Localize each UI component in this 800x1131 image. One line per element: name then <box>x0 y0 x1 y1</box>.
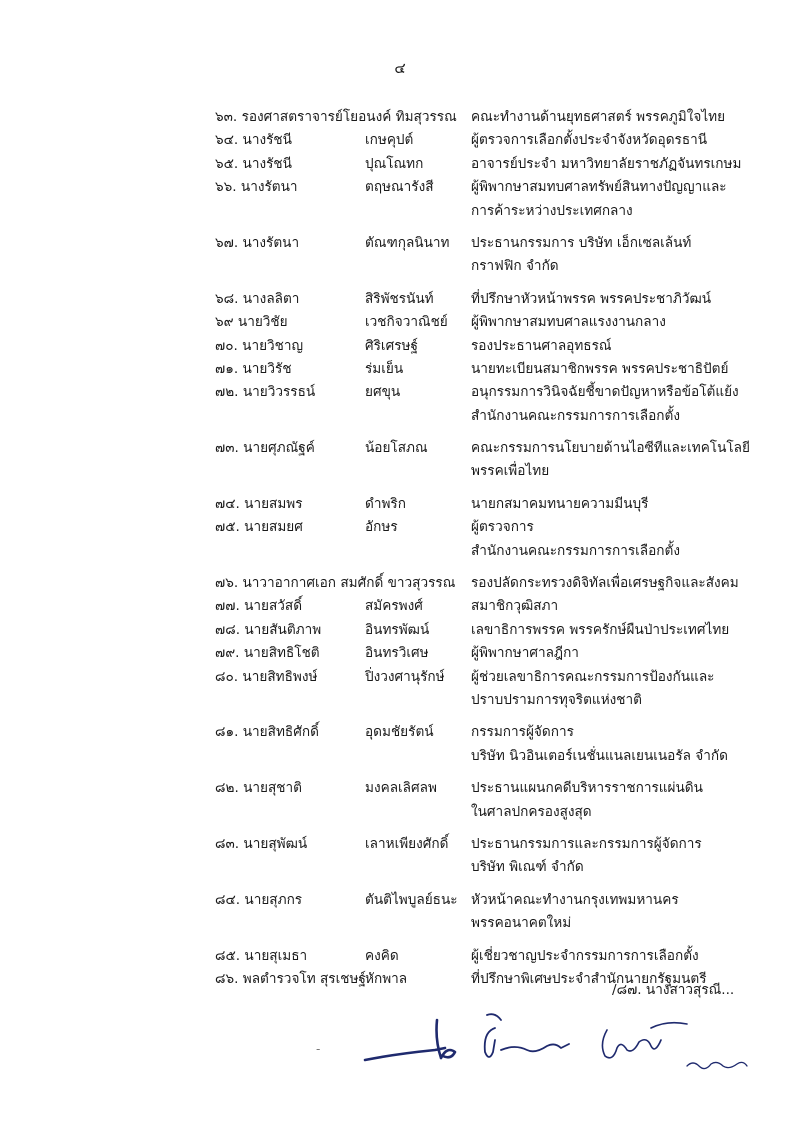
appointee-position: ประธานแผนกคดีบริหารราชการแผ่นดิน <box>471 780 703 797</box>
appointee-position: กรรมการผู้จัดการ <box>471 724 574 741</box>
appointee-name: ๗๓. นายศุภณัฐค์ <box>215 440 315 457</box>
appointee-position: สำนักงานคณะกรรมการการเลือกตั้ง <box>471 542 680 559</box>
appointee-position: กราฟฟิก จำกัด <box>471 258 559 275</box>
list-item <box>215 666 775 713</box>
list-item <box>215 358 775 381</box>
appointee-name: ๗๐. นายวิชาญ <box>215 337 304 354</box>
list-item <box>215 153 775 176</box>
appointee-position: ในศาลปกครองสูงสุด <box>471 803 592 820</box>
appointee-surname: คงคิด <box>365 947 399 964</box>
list-item <box>215 381 775 428</box>
appointee-surname: ร่มเย็น <box>365 360 404 377</box>
appointee-name: ๘๖. พลตำรวจโท สุรเชษฐ์ <box>215 970 366 987</box>
appointee-surname: ยศขุน <box>365 384 401 401</box>
appointee-surname: ดำพริก <box>365 495 406 512</box>
appointee-name: ๗๖. นาวาอากาศเอก สมศักดิ์ ขาวสุวรรณ <box>215 575 456 592</box>
appointee-position: ที่ปรึกษาพิเศษประจำสำนักนายกรัฐมนตรี <box>471 970 707 987</box>
appointee-name: ๖๓. รองศาสตราจารย์โยอนงค์ ทิมสุวรรณ <box>215 109 457 125</box>
appointee-surname: น้อยโสภณ <box>365 440 428 457</box>
list-item <box>215 335 775 358</box>
list-item <box>215 493 775 516</box>
appointee-surname: ศิริเศรษฐ์ <box>365 337 418 354</box>
list-item <box>215 176 775 223</box>
appointee-position: ผู้ช่วยเลขาธิการคณะกรรมการป้องกันและ <box>471 668 715 685</box>
appointee-surname: เวชกิจวาณิชย์ <box>365 314 448 331</box>
appointee-name: ๗๕. นายสมยศ <box>215 519 303 536</box>
continued-marker: /๘๗. นางสาวสุรณี... <box>612 982 735 998</box>
appointee-surname: อินทรวิเศษ <box>365 645 429 662</box>
appointee-position: ปราบปรามการทุจริตแห่งชาติ <box>471 691 642 708</box>
margin-mark: - <box>316 1042 321 1056</box>
appointee-name: ๖๔. นางรัชนี <box>215 132 292 149</box>
signature-3 <box>602 1023 687 1058</box>
appointee-surname: สมัครพงศ์ <box>365 598 423 615</box>
appointee-position: หัวหน้าคณะทำงานกรุงเทพมหานคร <box>471 891 679 908</box>
signature-2 <box>485 1014 569 1057</box>
appointee-position: ประธานกรรมการและกรรมการผู้จัดการ <box>471 835 702 852</box>
appointee-name: ๖๖. นางรัตนา <box>215 179 298 196</box>
appointee-position: ที่ปรึกษาหัวหน้าพรรค พรรคประชาภิวัฒน์ <box>471 290 712 307</box>
appointee-surname: ปิ่งวงศานุรักษ์ <box>365 668 445 685</box>
appointee-position: บริษัท พิเณฑ์ จำกัด <box>471 859 584 876</box>
appointee-surname: ตฤษณารังสี <box>365 179 434 196</box>
appointee-name: ๖๙ นายวิชัย <box>215 314 288 331</box>
list-item <box>215 595 775 618</box>
list-item <box>215 889 775 936</box>
appointee-position: รองประธานศาลอุทธรณ์ <box>471 337 612 354</box>
appointee-position: ผู้ตรวจการ <box>471 519 534 536</box>
appointee-position: การค้าระหว่างประเทศกลาง <box>471 202 633 219</box>
list-item <box>215 516 775 563</box>
list-item <box>215 619 775 642</box>
appointee-position: ผู้พิพากษาสมทบศาลแรงงานกลาง <box>471 314 666 331</box>
appointee-surname: ปุณโณทก <box>365 155 424 172</box>
appointee-position: ผู้ตรวจการเลือกตั้งประจำจังหวัดอุดรธานี <box>471 132 708 149</box>
list-item <box>215 642 775 665</box>
list-item <box>215 572 775 595</box>
appointee-list <box>215 106 775 991</box>
appointee-position: เลขาธิการพรรค พรรครักษ์ผืนป่าประเทศไทย <box>471 621 730 638</box>
appointee-name: ๖๗. นางรัตนา <box>215 234 300 251</box>
appointee-surname: มงคลเลิศลพ <box>365 780 437 797</box>
list-item <box>215 288 775 311</box>
appointee-surname: เกษคุปต์ <box>365 132 414 149</box>
list-item <box>215 232 775 279</box>
appointee-position: นายทะเบียนสมาชิกพรรค พรรคประชาธิปัตย์ <box>471 360 729 377</box>
appointee-name: ๘๓. นายสุพัฒน์ <box>215 835 308 852</box>
list-item <box>215 833 775 880</box>
appointee-name: ๘๔. นายสุภกร <box>215 891 303 908</box>
appointee-surname: อุดมชัยรัตน์ <box>365 724 434 741</box>
list-item <box>215 437 775 484</box>
appointee-name: ๘๕. นายสุเมธา <box>215 947 308 964</box>
list-item <box>215 777 775 824</box>
appointee-position: คณะทำงานด้านยุทธศาสตร์ พรรคภูมิใจไทย <box>471 109 726 125</box>
appointee-position: นายกสมาคมทนายความมีนบุรี <box>471 495 649 512</box>
appointee-name: ๗๑. นายวิรัช <box>215 360 292 377</box>
appointee-name: ๖๕. นางรัชนี <box>215 155 292 172</box>
initial-signatures <box>355 1010 775 1110</box>
list-item <box>215 311 775 334</box>
appointee-surname: หักพาล <box>365 970 408 987</box>
signature-4 <box>687 1062 747 1068</box>
appointee-position: รองปลัดกระทรวงดิจิทัลเพื่อเศรษฐกิจและสังคม <box>471 575 739 592</box>
appointee-name: ๘๐. นายสิทธิพงษ์ <box>215 668 318 685</box>
appointee-surname: ตันติไพบูลย์ธนะ <box>365 891 458 908</box>
appointee-position: คณะกรรมการนโยบายด้านไอซีทีและเทคโนโลยี <box>471 440 750 457</box>
appointee-surname: เลาหเพียงศักดิ์ <box>365 835 449 852</box>
appointee-position: อาจารย์ประจำ มหาวิทยาลัยราชภัฏจันทรเกษม <box>471 155 742 172</box>
appointee-position: ผู้พิพากษาศาลฎีกา <box>471 645 579 662</box>
appointee-position: บริษัท นิวอินเตอร์เนชั่นแนลเยนเนอรัล จำกัด <box>471 747 728 764</box>
page-number: ๔ <box>394 59 406 77</box>
appointee-name: ๗๘. นายสันติภาพ <box>215 621 322 638</box>
appointee-name: ๘๒. นายสุชาติ <box>215 780 302 797</box>
appointee-position: ประธานกรรมการ บริษัท เอ็กเซลเล้นท์ <box>471 234 692 251</box>
signature-1 <box>365 1020 455 1060</box>
appointee-name: ๗๗. นายสวัสดิ์ <box>215 598 303 615</box>
appointee-surname: อักษร <box>365 519 398 536</box>
appointee-position: พรรคอนาคตใหม่ <box>471 915 572 932</box>
appointee-position: อนุกรรมการวินิจฉัยชี้ขาดปัญหาหรือข้อโต้แย้ง <box>471 384 739 401</box>
list-item <box>215 129 775 152</box>
appointee-position: ผู้พิพากษาสมทบศาลทรัพย์สินทางปัญญาและ <box>471 179 727 196</box>
appointee-position: ผู้เชี่ยวชาญประจำกรรมการการเลือกตั้ง <box>471 947 699 964</box>
appointee-name: ๗๙. นายสิทธิโชติ <box>215 645 320 662</box>
list-item <box>215 721 775 768</box>
appointee-position: พรรคเพื่อไทย <box>471 463 550 480</box>
appointee-name: ๘๑. นายสิทธิศักดิ์ <box>215 724 319 741</box>
appointee-surname: สิริพัชรนันท์ <box>365 290 434 307</box>
list-item <box>215 945 775 968</box>
list-item <box>215 106 775 129</box>
appointee-position: สมาชิกวุฒิสภา <box>471 598 559 615</box>
appointee-name: ๖๘. นางลลิตา <box>215 290 300 307</box>
appointee-name: ๗๔. นายสมพร <box>215 495 303 512</box>
appointee-position: สำนักงานคณะกรรมการการเลือกตั้ง <box>471 407 680 424</box>
appointee-name: ๗๒. นายวิวรรธน์ <box>215 384 316 401</box>
appointee-surname: อินทรพัฒน์ <box>365 621 430 638</box>
appointee-surname: ตัณฑกุลนินาท <box>365 234 450 251</box>
